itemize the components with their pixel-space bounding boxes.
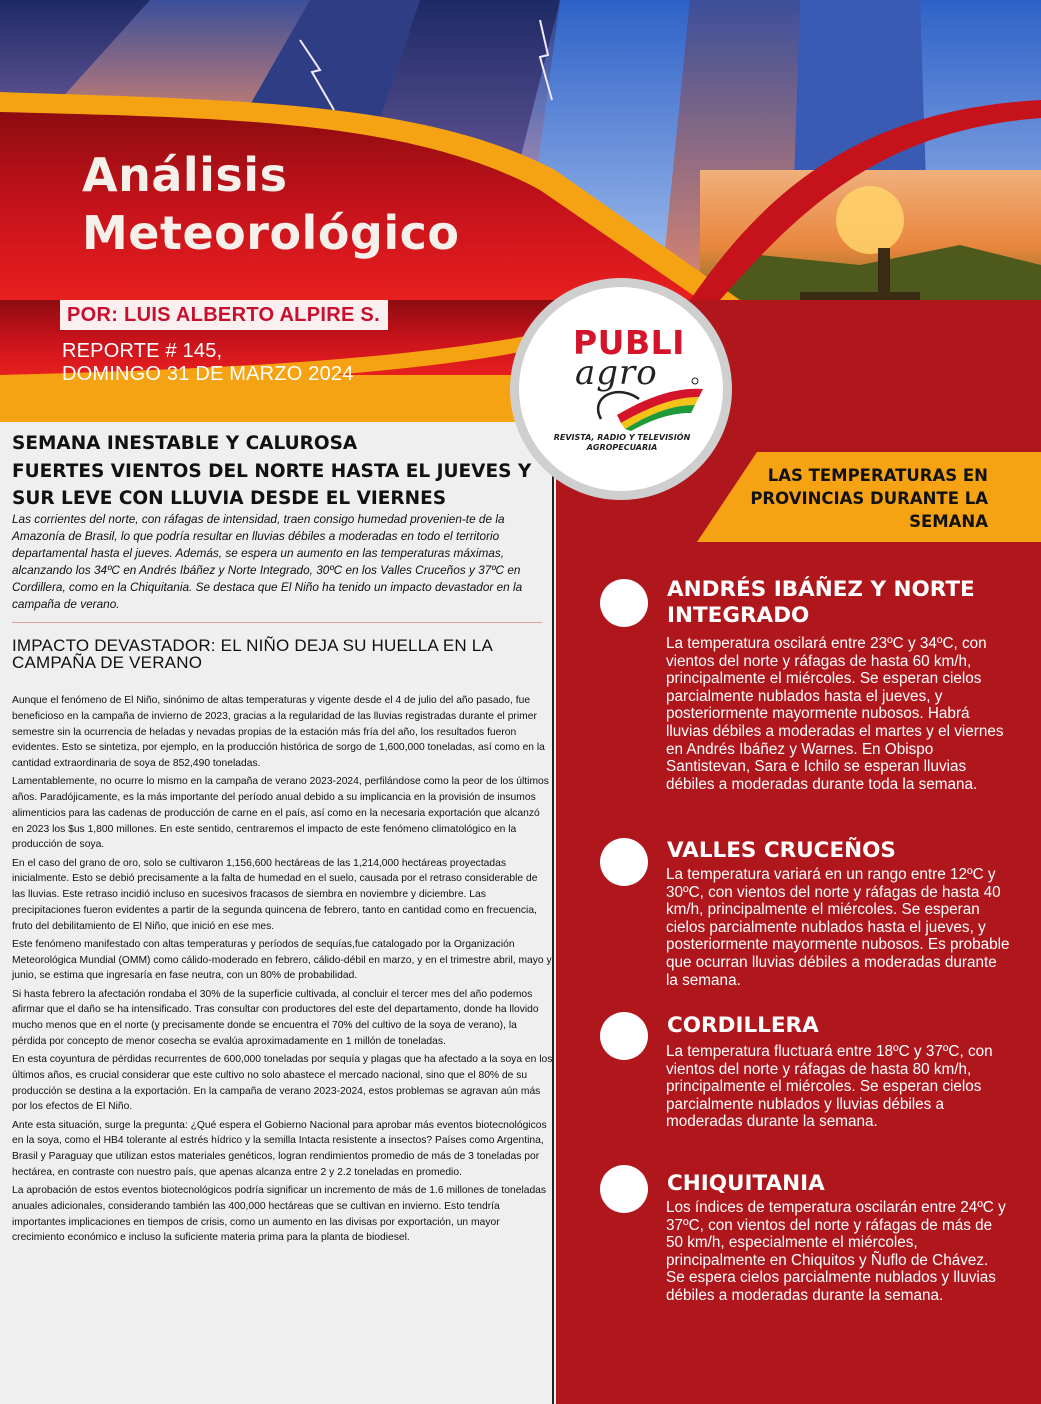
body-paragraph: En esta coyuntura de pérdidas recurrentes de 600,000 toneladas por sequía y plagas que ha afectado a la soya en los últimos años, es crucial considerar que este cultivo no solo abastece el mercado nacional, sino que el 80% de su producción se destina a la exportación. En la campaña de verano 2023-2024, estos problemas se agravan aún más por los efectos de El Niño. <box>12 1054 553 1113</box>
headline-3: SUR LEVE CON LLUVIA DESDE EL VIERNES <box>12 488 447 509</box>
section-title: IMPACTO DEVASTADOR: EL NIÑO DEJA SU HUELLA EN LA CAMPAÑA DE VERANO <box>12 636 493 672</box>
body-paragraph: Aunque el fenómeno de El Niño, sinónimo de altas temperaturas y vigente desde el 4 de julio del año pasado, fue beneficioso en la campaña de invierno de 2023, gracias a la regularidad de las lluvias registradas durante el primer semestre sin la ocurrencia de heladas y nevadas propias de la estación más fría del año, los resultados fueron evidentes. Esto se sintetiza, por ejemplo, en la producción histórica de sorgo de 1,600,000 toneladas, así como en la cantidad extraordinaria de soya de 852,490 toneladas. <box>12 695 545 769</box>
region-text: La temperatura fluctuará entre 18ºC y 37ºC, con vientos del norte y ráfagas de hasta 80 km/h, principalmente el miércoles. Se esperan cielos parcialmente nublados y lluvias débiles a moderadas durante la semana. <box>666 1043 993 1131</box>
bullet-circle-icon <box>600 838 648 886</box>
body-paragraph: En el caso del grano de oro, solo se cultivaron 1,156,600 hectáreas de las 1,214,000 hectáreas proyectadas inicialmente. Esto se debió precisamente a la falta de humedad en el suelo, causada por el retraso considerable de las lluvias. Este retraso incidió incluso en sucesivos fracasos de siembra en noviembre y diciembre. Las precipitaciones fueron evidentes a partir de la segunda quincena de febrero, tanto en cantidad como en frecuencia, fruto del debilitamiento de El Niño, que inició en ese mes. <box>12 857 538 932</box>
page-title <box>82 146 542 262</box>
author-label: POR: LUIS ALBERTO ALPIRE S. <box>60 300 388 330</box>
body-paragraph: La aprobación de estos eventos biotecnológicos podría significar un incremento de más de 1.6 millones de toneladas anuales adicionales, considerando también las 400,000 hectáreas que se cultivan en invierno. Esto tendría importantes implicaciones en tiempos de crisis, como un aumento en las divisas por exportación, un mayor crecimiento económico e incluso la suficiente materia prima para la planta de biodiesel. <box>12 1185 547 1244</box>
headline-1: SEMANA INESTABLE Y CALUROSA <box>12 433 358 454</box>
region-title: CORDILLERA <box>667 1013 819 1038</box>
title-line-1: Análisis <box>82 148 288 202</box>
temperatures-banner-label: LAS TEMPERATURAS EN PROVINCIAS DURANTE LA SEMANA <box>750 466 988 531</box>
bullet-circle-icon <box>600 1012 648 1060</box>
logo-word-publi: PUBLI <box>573 323 685 362</box>
region-text: Los índices de temperatura oscilarán entre 24ºC y 37ºC, con vientos del norte y ráfagas de más de 50 km/h, especialmente el miércoles, principalmente en Chiquitos y Ñuflo de Chávez. Se espera cielos parcialmente nublados y lluvias débiles a moderadas durante la semana. <box>666 1199 1006 1304</box>
left-column-article <box>0 422 554 1404</box>
section-divider <box>12 622 542 623</box>
intro-paragraph: Las corrientes del norte, con ráfagas de intensidad, traen consigo humedad provenien-te de la Amazonía de Brasil, lo que podría resultar en lluvias débiles a moderadas en todo el territorio departamental hasta el jueves. Además, se espera un aumento en las temperaturas máximas, alcanzando los 34ºC en Andrés Ibáñez y Norte Integrado, 30ºC en los Valles Cruceños y 37ºC en Cordillera, como en la Chiquitania. Se destaca que El Niño ha tenido un impacto devastador en la campaña de verano. <box>12 512 523 612</box>
region-text: La temperatura variará en un rango entre 12ºC y 30ºC, con vientos del norte y ráfagas de hasta 40 km/h, principalmente el miércoles. Se esperan cielos parcialmente nublados hasta el jueves, y posteriormente mayormente nubosos. Es probable que ocurran lluvias débiles a moderadas durante la semana. <box>666 866 1010 989</box>
region-text: La temperatura oscilará entre 23ºC y 34ºC, con vientos del norte y ráfagas de hasta 60 km/h, principalmente el miércoles. Se esperan cielos parcialmente nublados hasta el jueves, y posteriormente mayormente nubosos. Habrá lluvias débiles a moderadas el martes y el viernes en Andrés Ibáñez y Warnes. En Obispo Santistevan, Sara e Ichilo se esperan lluvias débiles a moderadas durante toda la semana. <box>666 635 1004 793</box>
body-paragraph: Ante esta situación, surge la pregunta: ¿Qué espera el Gobierno Nacional para aprobar más eventos biotecnológicos en la soya, como el HB4 tolerante al estrés hídrico y la semilla Intacta resistente a insectos? Países como Argentina, Brasil y Paraguay que utilizan estos materiales genéticos, logran rendimientos promedio de más de 3 toneladas por hectárea, en contraste con nuestro país, que apenas alcanza entre 2 y 2.2 toneladas en promedio. <box>12 1119 547 1178</box>
report-date: DOMINGO 31 DE MARZO 2024 <box>62 363 354 385</box>
region-title: ANDRÉS IBÁÑEZ Y NORTE INTEGRADO <box>667 577 975 628</box>
report-number: REPORTE # 145, <box>62 340 223 362</box>
article-body <box>12 693 553 1249</box>
logo-flag-swoosh-icon <box>587 367 707 431</box>
region-title: CHIQUITANIA <box>667 1171 825 1196</box>
bullet-circle-icon <box>600 1165 648 1213</box>
headlines <box>12 430 542 513</box>
body-paragraph: Este fenómeno manifestado con altas temperaturas y períodos de sequías,fue catalogado por la Organización Meteorológica Mundial (OMM) como cálido-moderado en febrero, cálido-débil en marzo, y en el trimestre abril, mayo y junio, se estima que ingresaría en fase neutra, con un 80% de probabilidad. <box>12 938 552 982</box>
logo-tagline: REVISTA, RADIO Y TELEVISIÓN AGROPECUARIA <box>553 433 691 452</box>
body-paragraph: Lamentablemente, no ocurre lo mismo en la campaña de verano 2023-2024, perfilándose como la peor de los últimos años. Paradójicamente, es la más importante del período anual debido a su implicancia en la provisión de insumos alimenticios para las cadenas de producción de carne en el país, así como en la necesaria exportación que alcanzó en 2023 los $us 1,800 millones. En este sentido, centraremos el impacto de este fenómeno climatológico en la producción de soya. <box>12 776 549 851</box>
bullet-circle-icon <box>600 579 648 627</box>
logo-word-agro: agro <box>575 353 658 393</box>
region-title: VALLES CRUCEÑOS <box>667 838 896 863</box>
publiagro-logo <box>510 278 732 500</box>
body-paragraph: Si hasta febrero la afectación rondaba el 30% de la superficie cultivada, al concluir el tercer mes del año podemos afirmar que el daño se ha intensificado. Tras consultar con productores del este del departamento, donde ha llovido mucho menos que en el norte (y precisamente donde se encuentra el 70% del cultivo de la soya de verano), la pérdida por concepto de menor cosecha se evalúa aproximadamente en 1 millón de toneladas. <box>12 988 539 1047</box>
headline-2: FUERTES VIENTOS DEL NORTE HASTA EL JUEVES Y <box>12 460 532 482</box>
title-line-2: Meteorológico <box>82 206 460 260</box>
